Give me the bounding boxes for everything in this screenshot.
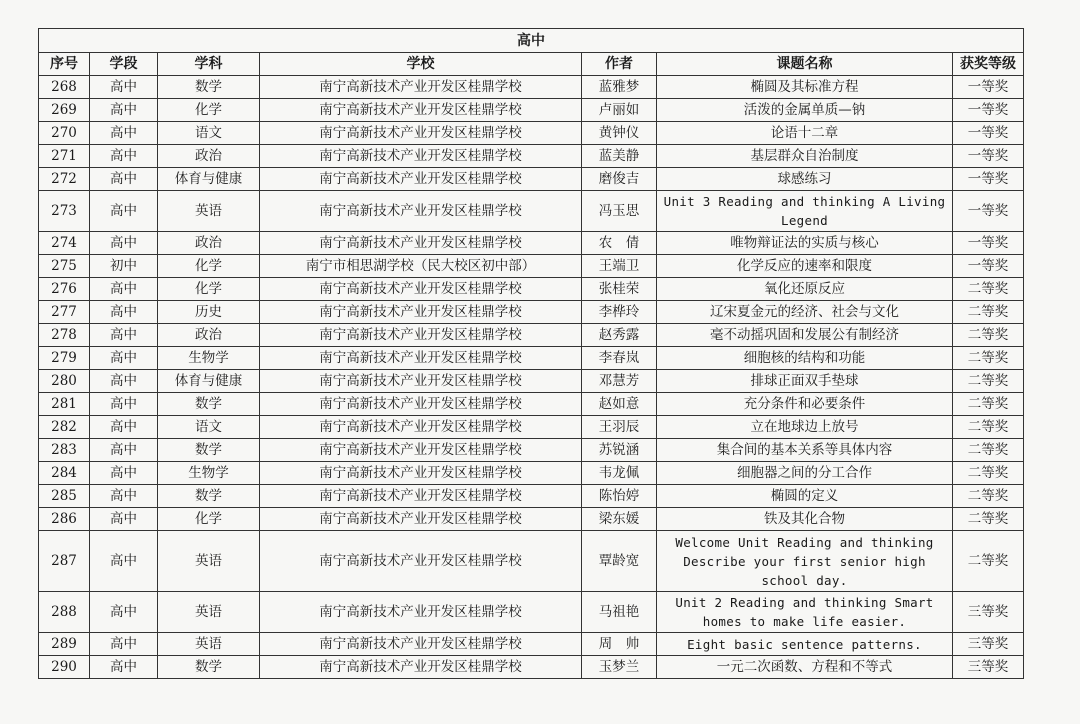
cell-topic: Unit 3 Reading and thinking A Living Legend — [657, 191, 953, 232]
award-list-page — [38, 28, 1023, 679]
cell-subject: 英语 — [158, 592, 260, 633]
header-school: 学校 — [260, 53, 582, 76]
cell-topic: Eight basic sentence patterns. — [657, 633, 953, 656]
cell-school: 南宁高新技术产业开发区桂鼎学校 — [260, 168, 582, 191]
table-row — [39, 122, 1024, 145]
cell-school: 南宁市相思湖学校（民大校区初中部） — [260, 255, 582, 278]
cell-topic: 立在地球边上放号 — [657, 416, 953, 439]
table-row — [39, 416, 1024, 439]
cell-award: 二等奖 — [953, 324, 1024, 347]
cell-no: 268 — [39, 76, 90, 99]
cell-subject: 化学 — [158, 278, 260, 301]
cell-subject: 生物学 — [158, 347, 260, 370]
table-row — [39, 393, 1024, 416]
cell-author: 赵如意 — [582, 393, 657, 416]
cell-stage: 高中 — [90, 485, 158, 508]
cell-subject: 语文 — [158, 416, 260, 439]
cell-topic: 集合间的基本关系等具体内容 — [657, 439, 953, 462]
cell-award: 二等奖 — [953, 278, 1024, 301]
cell-subject: 英语 — [158, 633, 260, 656]
cell-award: 一等奖 — [953, 168, 1024, 191]
cell-no: 284 — [39, 462, 90, 485]
cell-subject: 英语 — [158, 531, 260, 592]
cell-subject: 数学 — [158, 76, 260, 99]
header-stage: 学段 — [90, 53, 158, 76]
table-row — [39, 191, 1024, 232]
cell-author: 玉梦兰 — [582, 656, 657, 679]
cell-topic: 一元二次函数、方程和不等式 — [657, 656, 953, 679]
cell-award: 二等奖 — [953, 347, 1024, 370]
cell-topic: 细胞核的结构和功能 — [657, 347, 953, 370]
cell-no: 281 — [39, 393, 90, 416]
cell-no: 287 — [39, 531, 90, 592]
section-band-title: 高中 — [39, 29, 1024, 53]
cell-school: 南宁高新技术产业开发区桂鼎学校 — [260, 99, 582, 122]
cell-topic: Unit 2 Reading and thinking Smart homes to make life easier. — [657, 592, 953, 633]
cell-award: 二等奖 — [953, 439, 1024, 462]
table-body — [39, 76, 1024, 679]
cell-no: 274 — [39, 232, 90, 255]
cell-author: 梁东媛 — [582, 508, 657, 531]
table-row — [39, 324, 1024, 347]
cell-subject: 数学 — [158, 656, 260, 679]
cell-author: 马祖艳 — [582, 592, 657, 633]
cell-topic: 化学反应的速率和限度 — [657, 255, 953, 278]
cell-no: 276 — [39, 278, 90, 301]
cell-author: 张桂荣 — [582, 278, 657, 301]
cell-subject: 化学 — [158, 99, 260, 122]
cell-author: 邓慧芳 — [582, 370, 657, 393]
cell-award: 一等奖 — [953, 122, 1024, 145]
cell-author: 韦龙佩 — [582, 462, 657, 485]
cell-award: 二等奖 — [953, 301, 1024, 324]
cell-stage: 高中 — [90, 99, 158, 122]
cell-topic: 氧化还原反应 — [657, 278, 953, 301]
cell-no: 272 — [39, 168, 90, 191]
award-table — [38, 28, 1024, 679]
cell-no: 290 — [39, 656, 90, 679]
cell-subject: 数学 — [158, 485, 260, 508]
table-row — [39, 633, 1024, 656]
table-row — [39, 508, 1024, 531]
cell-award: 三等奖 — [953, 633, 1024, 656]
cell-school: 南宁高新技术产业开发区桂鼎学校 — [260, 347, 582, 370]
table-row — [39, 255, 1024, 278]
cell-subject: 体育与健康 — [158, 370, 260, 393]
cell-stage: 高中 — [90, 76, 158, 99]
cell-award: 一等奖 — [953, 76, 1024, 99]
cell-school: 南宁高新技术产业开发区桂鼎学校 — [260, 416, 582, 439]
cell-author: 王羽辰 — [582, 416, 657, 439]
cell-no: 271 — [39, 145, 90, 168]
header-no: 序号 — [39, 53, 90, 76]
cell-subject: 生物学 — [158, 462, 260, 485]
table-row — [39, 301, 1024, 324]
cell-stage: 高中 — [90, 393, 158, 416]
cell-author: 农 倩 — [582, 232, 657, 255]
table-row — [39, 168, 1024, 191]
table-row — [39, 462, 1024, 485]
cell-subject: 政治 — [158, 324, 260, 347]
cell-school: 南宁高新技术产业开发区桂鼎学校 — [260, 191, 582, 232]
cell-school: 南宁高新技术产业开发区桂鼎学校 — [260, 462, 582, 485]
cell-no: 285 — [39, 485, 90, 508]
cell-stage: 高中 — [90, 145, 158, 168]
cell-award: 二等奖 — [953, 416, 1024, 439]
cell-topic: 辽宋夏金元的经济、社会与文化 — [657, 301, 953, 324]
cell-topic: 球感练习 — [657, 168, 953, 191]
cell-subject: 数学 — [158, 439, 260, 462]
cell-school: 南宁高新技术产业开发区桂鼎学校 — [260, 232, 582, 255]
cell-stage: 高中 — [90, 531, 158, 592]
cell-no: 289 — [39, 633, 90, 656]
table-row — [39, 656, 1024, 679]
cell-school: 南宁高新技术产业开发区桂鼎学校 — [260, 301, 582, 324]
cell-topic: 基层群众自治制度 — [657, 145, 953, 168]
cell-author: 冯玉思 — [582, 191, 657, 232]
cell-stage: 高中 — [90, 324, 158, 347]
cell-stage: 高中 — [90, 191, 158, 232]
cell-award: 三等奖 — [953, 656, 1024, 679]
cell-author: 周 帅 — [582, 633, 657, 656]
cell-school: 南宁高新技术产业开发区桂鼎学校 — [260, 656, 582, 679]
cell-school: 南宁高新技术产业开发区桂鼎学校 — [260, 393, 582, 416]
header-topic: 课题名称 — [657, 53, 953, 76]
cell-topic: 排球正面双手垫球 — [657, 370, 953, 393]
cell-school: 南宁高新技术产业开发区桂鼎学校 — [260, 592, 582, 633]
cell-author: 苏锐涵 — [582, 439, 657, 462]
cell-stage: 高中 — [90, 633, 158, 656]
cell-stage: 高中 — [90, 592, 158, 633]
cell-no: 279 — [39, 347, 90, 370]
cell-author: 黄钟仪 — [582, 122, 657, 145]
cell-author: 赵秀露 — [582, 324, 657, 347]
cell-author: 覃龄宽 — [582, 531, 657, 592]
header-author: 作者 — [582, 53, 657, 76]
cell-subject: 化学 — [158, 508, 260, 531]
cell-stage: 高中 — [90, 122, 158, 145]
cell-subject: 政治 — [158, 232, 260, 255]
cell-topic: 充分条件和必要条件 — [657, 393, 953, 416]
cell-subject: 语文 — [158, 122, 260, 145]
cell-school: 南宁高新技术产业开发区桂鼎学校 — [260, 633, 582, 656]
cell-stage: 高中 — [90, 508, 158, 531]
cell-topic: 椭圆及其标准方程 — [657, 76, 953, 99]
cell-topic: 毫不动摇巩固和发展公有制经济 — [657, 324, 953, 347]
cell-subject: 体育与健康 — [158, 168, 260, 191]
header-award: 获奖等级 — [953, 53, 1024, 76]
cell-stage: 高中 — [90, 232, 158, 255]
cell-stage: 初中 — [90, 255, 158, 278]
cell-stage: 高中 — [90, 168, 158, 191]
cell-award: 一等奖 — [953, 191, 1024, 232]
cell-stage: 高中 — [90, 347, 158, 370]
cell-no: 277 — [39, 301, 90, 324]
cell-subject: 化学 — [158, 255, 260, 278]
cell-award: 二等奖 — [953, 370, 1024, 393]
table-row — [39, 99, 1024, 122]
cell-award: 一等奖 — [953, 255, 1024, 278]
cell-no: 286 — [39, 508, 90, 531]
table-row — [39, 531, 1024, 592]
table-row — [39, 347, 1024, 370]
cell-topic: 铁及其化合物 — [657, 508, 953, 531]
cell-school: 南宁高新技术产业开发区桂鼎学校 — [260, 76, 582, 99]
cell-topic: 论语十二章 — [657, 122, 953, 145]
cell-stage: 高中 — [90, 278, 158, 301]
cell-no: 269 — [39, 99, 90, 122]
cell-school: 南宁高新技术产业开发区桂鼎学校 — [260, 145, 582, 168]
cell-award: 二等奖 — [953, 393, 1024, 416]
cell-no: 273 — [39, 191, 90, 232]
cell-no: 275 — [39, 255, 90, 278]
cell-stage: 高中 — [90, 462, 158, 485]
cell-school: 南宁高新技术产业开发区桂鼎学校 — [260, 278, 582, 301]
cell-author: 王端卫 — [582, 255, 657, 278]
cell-no: 288 — [39, 592, 90, 633]
cell-topic: 椭圆的定义 — [657, 485, 953, 508]
cell-author: 李春岚 — [582, 347, 657, 370]
table-row — [39, 278, 1024, 301]
cell-school: 南宁高新技术产业开发区桂鼎学校 — [260, 370, 582, 393]
cell-award: 二等奖 — [953, 485, 1024, 508]
cell-no: 282 — [39, 416, 90, 439]
cell-no: 270 — [39, 122, 90, 145]
cell-subject: 数学 — [158, 393, 260, 416]
cell-no: 280 — [39, 370, 90, 393]
cell-subject: 政治 — [158, 145, 260, 168]
cell-school: 南宁高新技术产业开发区桂鼎学校 — [260, 324, 582, 347]
table-row — [39, 76, 1024, 99]
cell-author: 陈怡婷 — [582, 485, 657, 508]
cell-no: 283 — [39, 439, 90, 462]
cell-topic: 活泼的金属单质—钠 — [657, 99, 953, 122]
cell-author: 蓝美静 — [582, 145, 657, 168]
cell-topic: 细胞器之间的分工合作 — [657, 462, 953, 485]
cell-award: 二等奖 — [953, 531, 1024, 592]
cell-stage: 高中 — [90, 656, 158, 679]
cell-subject: 历史 — [158, 301, 260, 324]
cell-author: 蓝雅梦 — [582, 76, 657, 99]
table-row — [39, 439, 1024, 462]
cell-topic: Welcome Unit Reading and thinking Describe your first senior high school day. — [657, 531, 953, 592]
cell-award: 一等奖 — [953, 232, 1024, 255]
cell-author: 卢丽如 — [582, 99, 657, 122]
cell-school: 南宁高新技术产业开发区桂鼎学校 — [260, 485, 582, 508]
cell-award: 二等奖 — [953, 508, 1024, 531]
cell-stage: 高中 — [90, 439, 158, 462]
cell-award: 三等奖 — [953, 592, 1024, 633]
cell-author: 磨俊吉 — [582, 168, 657, 191]
cell-stage: 高中 — [90, 416, 158, 439]
cell-award: 二等奖 — [953, 462, 1024, 485]
cell-author: 李桦玲 — [582, 301, 657, 324]
cell-school: 南宁高新技术产业开发区桂鼎学校 — [260, 508, 582, 531]
cell-subject: 英语 — [158, 191, 260, 232]
cell-award: 一等奖 — [953, 99, 1024, 122]
table-row — [39, 592, 1024, 633]
cell-stage: 高中 — [90, 370, 158, 393]
cell-school: 南宁高新技术产业开发区桂鼎学校 — [260, 531, 582, 592]
cell-topic: 唯物辩证法的实质与核心 — [657, 232, 953, 255]
table-row — [39, 370, 1024, 393]
cell-school: 南宁高新技术产业开发区桂鼎学校 — [260, 122, 582, 145]
cell-no: 278 — [39, 324, 90, 347]
table-row — [39, 232, 1024, 255]
table-row — [39, 145, 1024, 168]
cell-stage: 高中 — [90, 301, 158, 324]
table-row — [39, 485, 1024, 508]
cell-school: 南宁高新技术产业开发区桂鼎学校 — [260, 439, 582, 462]
cell-award: 一等奖 — [953, 145, 1024, 168]
header-subject: 学科 — [158, 53, 260, 76]
